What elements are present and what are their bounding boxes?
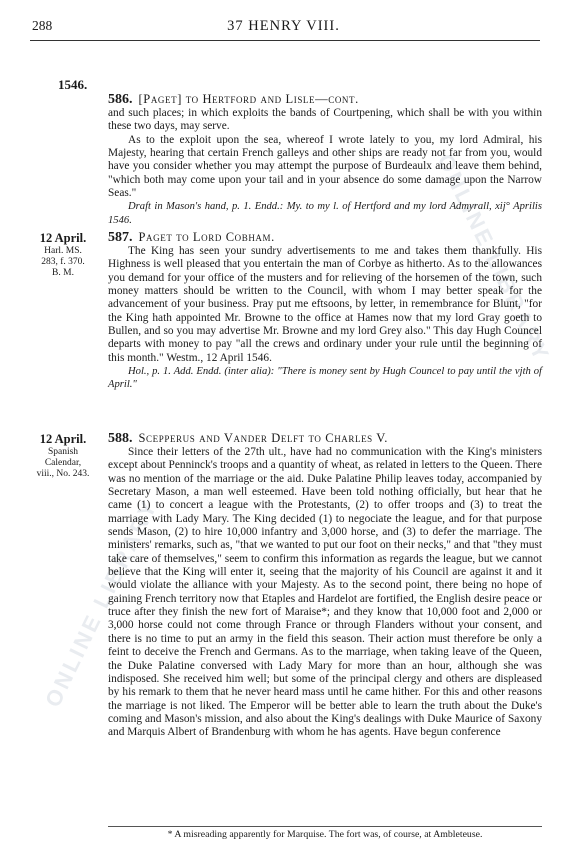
source-reference: B. M. [52, 268, 74, 278]
entry-heading [108, 230, 542, 245]
running-title: 37 HENRY VIII. [227, 18, 340, 34]
entry-paragraph: The King has seen your sundry advertisements to me and takes them thankfully. His Highness is well pleased that you entertain the man of Corbye as hitherto. As to the allowances you demand for your office of the musters and for relieving of the horsemen of the town, such money matters should be written to the Council, with whom I may better speak for the advancement of your business. Pray put me eftsoons, by letter, in remembrance for Blunt, "for the King hath appointed Mr. Browne to the office at Hames now that my lord Gray goeth to Bullen, and so you may advertise Mr. Browne and my lord Grey also." This day Hugh Councel departs with money to pay "all the crews and ordinary under your rule until the beginning of this month." Westm., 12 April 1546. [108, 245, 542, 364]
entry-588 [108, 431, 542, 740]
margin-note-588 [28, 432, 98, 480]
source-reference: 283, f. 370. [41, 257, 85, 267]
year-margin: 1546. [58, 77, 88, 92]
watermark: ONLINE LIBRARY [432, 150, 556, 367]
entry-heading [108, 92, 542, 107]
entry-title: Scepperus and Vander Delft to Charles V. [138, 431, 389, 445]
entry-date: 12 April. [39, 231, 87, 245]
entry-heading [108, 431, 542, 446]
entry-paragraph: As to the exploit upon the sea, whereof I wrote lately to you, my lord Admiral, his Majesty, hearing that certain French galleys and other ships are ready not far from you, would have you consider whether you may attempt the purpose of Burdeaulx and leave them behind, "which both may come upon your tail and in your absence do some damage upon the Narrow Seas." [108, 133, 542, 200]
entry-date: 12 April. [39, 432, 87, 446]
entry-title: Paget to Lord Cobham. [138, 230, 275, 244]
entry-587 [108, 230, 542, 392]
margin-note-587 [28, 231, 98, 279]
entry-586 [108, 92, 542, 227]
entry-number: 588. [108, 431, 133, 446]
entry-paragraph: Since their letters of the 27th ult., have had no communication with the King's ministers except about Penninck's troops and a quantity of wheat, as related in letters to the Queen. There was no mention of the marriage or the aid. Duke Palatine Philip leaves today, accompanied by Secretary Mason, a man well esteemed. Have been told nothing officially, but hear that he came (1) to concert a league with the Protestants, (2) to offer troops and (3) to treat the marriage with Lady Mary. The King decided (1) to negociate the league, and for that purpose sends Mason, (2) to hire 10,000 infantry and 3,000 horse, and (3) to defer the marriage. The ministers' remarks, such as, "that we wanted to put our foot on their necks," and that "they must take care of themselves," seem to confirm this information as regards the league, but we cannot believe that the King will enter it, seeing that the majority of his Council are against it and it would violate the alliance with your Majesty. As to the second point, there being no hope of gaining French territory now that Etaples and Hardelot are fortified, the English desire peace or truce after they finish the new fort of Maraise*; and they know that 10,000 foot and 2,000 or 3,000 horse could not come through France or through Flanders without your consent, and there is no time to put an army in the field this season. Their action must therefore be only a feint to deceive the French and Germans. As to the marriage, when taking leave of the Queen, the Duke Palatine conversed with Lady Mary for more than an hour, although she was indisposed. She received him well; but some of the principal clergy and others are displeased by his remark to them that he never heard mass until he came hither. For this and other reasons the marriage is not liked. The Emperor will be better able to learn the truth about the Duke's coming and Mason's mission, and also about the King's dealings with Duke Maurice of Saxony and Marquis Albert of Brandenburg with whom he has agents. Have begun conference [108, 446, 542, 739]
source-reference: Calendar, [44, 458, 82, 468]
entry-number: 586. [108, 92, 133, 107]
entry-paragraph: and such places; in which exploits the bands of Courtpening, which shall be with you within these two days, may serve. [108, 107, 542, 133]
watermark: ONLINE LIBRARY [40, 494, 163, 711]
footnote: * A misreading apparently for Marquise. The fort was, of course, at Ambleteuse. [167, 829, 483, 840]
source-reference: viii., No. 243. [36, 469, 90, 479]
source-reference: Harl. MS. [44, 246, 82, 256]
entry-note: Draft in Mason's hand, p. 1. Endd.: My. to my l. of Hertford and my lord Admyrall, xij° Aprilis 1546. [108, 201, 542, 226]
page-header [0, 18, 567, 38]
footnote-rule [108, 826, 542, 827]
entry-title: [Paget] to Hertford and Lisle—cont. [138, 92, 359, 106]
entry-number: 587. [108, 230, 133, 245]
entry-note: Hol., p. 1. Add. Endd. (inter alia): "There is money sent by Hugh Councel to pay until the vjth of April." [108, 366, 542, 391]
page-number: 288 [32, 18, 53, 33]
source-reference: Spanish [47, 447, 79, 457]
header-rule [30, 40, 540, 41]
